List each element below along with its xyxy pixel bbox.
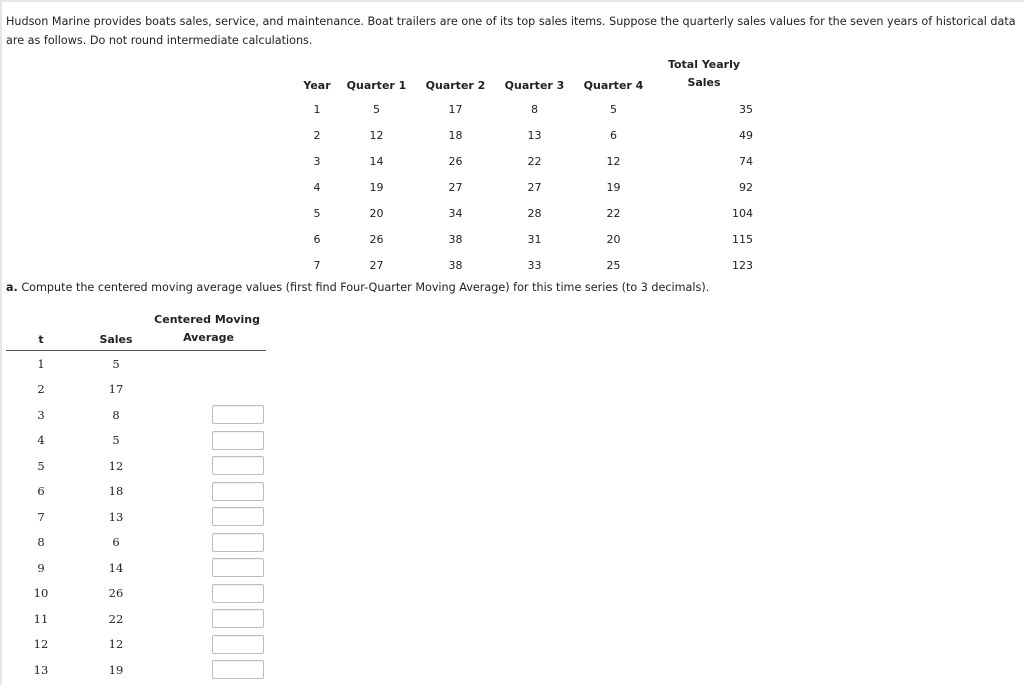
cma-row bbox=[6, 530, 266, 556]
cell-year: 1 bbox=[313, 102, 321, 116]
question-a bbox=[6, 281, 709, 294]
cma-row bbox=[6, 453, 266, 479]
cell-t: 11 bbox=[33, 611, 49, 626]
cma-input-t7[interactable] bbox=[212, 507, 264, 526]
question-a-text: Compute the centered moving average values (first find Four-Quarter Moving Average) for this time series (to 3 decimals). bbox=[17, 281, 710, 294]
header-quarter-2: Quarter 2 bbox=[425, 79, 486, 92]
cell-total-yearly-sales: 123 bbox=[732, 258, 753, 272]
yearly-row bbox=[297, 252, 755, 278]
cell-sales: 18 bbox=[108, 484, 124, 499]
yearly-row bbox=[297, 122, 755, 148]
cell-t: 13 bbox=[33, 662, 49, 677]
cma-input-wrapper bbox=[150, 609, 264, 628]
yearly-row bbox=[297, 174, 755, 200]
cell-year: 7 bbox=[313, 258, 321, 272]
cell-quarter-2: 38 bbox=[448, 232, 463, 246]
cell-total-yearly-sales: 49 bbox=[739, 128, 753, 142]
cell-year: 4 bbox=[313, 180, 321, 194]
cell-quarter-4: 12 bbox=[606, 154, 621, 168]
yearly-row bbox=[297, 200, 755, 226]
cma-row bbox=[6, 657, 266, 683]
yearly-row bbox=[297, 226, 755, 252]
cell-t: 6 bbox=[37, 484, 45, 499]
cell-t: 8 bbox=[37, 535, 45, 550]
page-left-border bbox=[0, 0, 2, 685]
cell-centered-moving-average bbox=[150, 606, 266, 632]
cell-quarter-1: 5 bbox=[373, 102, 380, 116]
cell-sales: 17 bbox=[108, 382, 124, 397]
cma-input-t13[interactable] bbox=[212, 660, 264, 679]
cell-total-yearly-sales: 115 bbox=[732, 232, 753, 246]
cell-sales: 26 bbox=[108, 586, 124, 601]
cell-t: 7 bbox=[37, 509, 45, 524]
cell-quarter-4: 19 bbox=[606, 180, 621, 194]
cma-input-wrapper bbox=[150, 660, 264, 679]
header-quarter-1: Quarter 1 bbox=[346, 79, 407, 92]
cell-quarter-3: 28 bbox=[527, 206, 542, 220]
cell-year: 5 bbox=[313, 206, 321, 220]
cell-total-yearly-sales: 92 bbox=[739, 180, 753, 194]
cell-quarter-1: 20 bbox=[369, 206, 384, 220]
cma-input-t6[interactable] bbox=[212, 482, 264, 501]
cma-input-wrapper bbox=[150, 533, 264, 552]
cell-t: 5 bbox=[37, 458, 45, 473]
cell-quarter-3: 33 bbox=[527, 258, 542, 272]
header-cma-line2: Average bbox=[183, 331, 234, 344]
cell-centered-moving-average bbox=[150, 632, 266, 658]
cma-row bbox=[6, 428, 266, 454]
cell-quarter-4: 20 bbox=[606, 232, 621, 246]
cell-quarter-1: 26 bbox=[369, 232, 384, 246]
cell-quarter-3: 27 bbox=[527, 180, 542, 194]
cell-quarter-4: 6 bbox=[610, 128, 617, 142]
cell-quarter-3: 22 bbox=[527, 154, 542, 168]
cell-quarter-1: 19 bbox=[369, 180, 384, 194]
cell-sales: 12 bbox=[108, 637, 124, 652]
cma-input-t5[interactable] bbox=[212, 456, 264, 475]
cma-row bbox=[6, 479, 266, 505]
cell-quarter-1: 27 bbox=[369, 258, 384, 272]
cma-row bbox=[6, 377, 266, 403]
cell-sales: 5 bbox=[112, 356, 120, 371]
cell-centered-moving-average bbox=[150, 453, 266, 479]
cma-row bbox=[6, 632, 266, 658]
cma-header-row bbox=[6, 306, 266, 351]
page-top-border bbox=[0, 0, 1024, 2]
cma-input-t11[interactable] bbox=[212, 609, 264, 628]
yearly-row bbox=[297, 148, 755, 174]
cma-input-t9[interactable] bbox=[212, 558, 264, 577]
cell-quarter-3: 31 bbox=[527, 232, 542, 246]
quarterly-sales-header-row bbox=[297, 56, 755, 96]
cell-centered-moving-average bbox=[150, 402, 266, 428]
cell-quarter-2: 26 bbox=[448, 154, 463, 168]
cell-t: 9 bbox=[37, 560, 45, 575]
cell-sales: 12 bbox=[108, 458, 124, 473]
cell-t: 1 bbox=[37, 356, 45, 371]
cell-quarter-1: 14 bbox=[369, 154, 384, 168]
header-quarter-4: Quarter 4 bbox=[583, 79, 644, 92]
cell-centered-moving-average bbox=[150, 377, 266, 403]
cell-total-yearly-sales: 104 bbox=[732, 206, 753, 220]
cell-sales: 22 bbox=[108, 611, 124, 626]
header-sales: Sales bbox=[76, 306, 150, 351]
cma-input-wrapper bbox=[150, 431, 264, 450]
cell-sales: 8 bbox=[112, 407, 120, 422]
cell-centered-moving-average bbox=[150, 504, 266, 530]
cell-quarter-3: 8 bbox=[531, 102, 538, 116]
cma-input-t12[interactable] bbox=[212, 635, 264, 654]
cell-quarter-4: 22 bbox=[606, 206, 621, 220]
header-quarter-3: Quarter 3 bbox=[504, 79, 565, 92]
cell-t: 4 bbox=[37, 433, 45, 448]
header-total-line1: Total Yearly bbox=[667, 58, 741, 71]
cma-input-t3[interactable] bbox=[212, 405, 264, 424]
cell-centered-moving-average bbox=[150, 530, 266, 556]
centered-moving-average-table bbox=[6, 306, 266, 683]
cell-t: 2 bbox=[37, 382, 45, 397]
cell-sales: 19 bbox=[108, 662, 124, 677]
header-t: t bbox=[6, 306, 76, 351]
question-a-label: a. bbox=[6, 281, 18, 294]
cell-total-yearly-sales: 74 bbox=[739, 154, 753, 168]
problem-intro: Hudson Marine provides boats sales, service, and maintenance. Boat trailers are one of its top sales items. Suppose the quarterly sales values for the seven years of historical data are as follows. Do not round intermediate calculations. bbox=[6, 15, 1016, 47]
yearly-row bbox=[297, 96, 755, 122]
cma-input-wrapper bbox=[150, 482, 264, 501]
cell-sales: 13 bbox=[108, 509, 124, 524]
cell-sales: 5 bbox=[112, 433, 120, 448]
cma-row bbox=[6, 606, 266, 632]
cma-input-wrapper bbox=[150, 635, 264, 654]
cell-quarter-2: 34 bbox=[448, 206, 463, 220]
header-centered-moving-average bbox=[150, 306, 266, 351]
cell-year: 3 bbox=[313, 154, 321, 168]
cma-row bbox=[6, 581, 266, 607]
cell-centered-moving-average bbox=[150, 657, 266, 683]
header-total-yearly-sales bbox=[653, 56, 755, 96]
cma-input-wrapper bbox=[150, 558, 264, 577]
cell-centered-moving-average bbox=[150, 581, 266, 607]
cell-t: 3 bbox=[37, 407, 45, 422]
cell-quarter-3: 13 bbox=[527, 128, 542, 142]
cma-input-wrapper bbox=[150, 507, 264, 526]
cma-input-wrapper bbox=[150, 456, 264, 475]
cell-year: 2 bbox=[313, 128, 321, 142]
cell-quarter-4: 25 bbox=[606, 258, 621, 272]
cma-row bbox=[6, 402, 266, 428]
cell-sales: 6 bbox=[112, 535, 120, 550]
cell-centered-moving-average bbox=[150, 555, 266, 581]
cell-centered-moving-average bbox=[150, 479, 266, 505]
cma-row bbox=[6, 351, 266, 377]
cma-row bbox=[6, 555, 266, 581]
cell-quarter-2: 38 bbox=[448, 258, 463, 272]
cell-centered-moving-average bbox=[150, 351, 266, 377]
cell-quarter-2: 27 bbox=[448, 180, 463, 194]
quarterly-sales-table bbox=[297, 56, 755, 278]
cell-t: 12 bbox=[33, 637, 49, 652]
cell-centered-moving-average bbox=[150, 428, 266, 454]
cma-input-t4[interactable] bbox=[212, 431, 264, 450]
cma-input-t8[interactable] bbox=[212, 533, 264, 552]
header-total-line2: Sales bbox=[687, 76, 721, 89]
cell-year: 6 bbox=[313, 232, 321, 246]
cma-input-wrapper bbox=[150, 584, 264, 603]
cell-quarter-2: 17 bbox=[448, 102, 463, 116]
header-year: Year bbox=[303, 79, 331, 92]
cell-quarter-2: 18 bbox=[448, 128, 463, 142]
cell-sales: 14 bbox=[108, 560, 124, 575]
cma-input-wrapper bbox=[150, 405, 264, 424]
cma-input-t10[interactable] bbox=[212, 584, 264, 603]
header-cma-line1: Centered Moving bbox=[154, 313, 260, 326]
cell-t: 10 bbox=[33, 586, 49, 601]
cma-row bbox=[6, 504, 266, 530]
cell-quarter-1: 12 bbox=[369, 128, 384, 142]
cell-total-yearly-sales: 35 bbox=[739, 102, 753, 116]
cell-quarter-4: 5 bbox=[610, 102, 617, 116]
